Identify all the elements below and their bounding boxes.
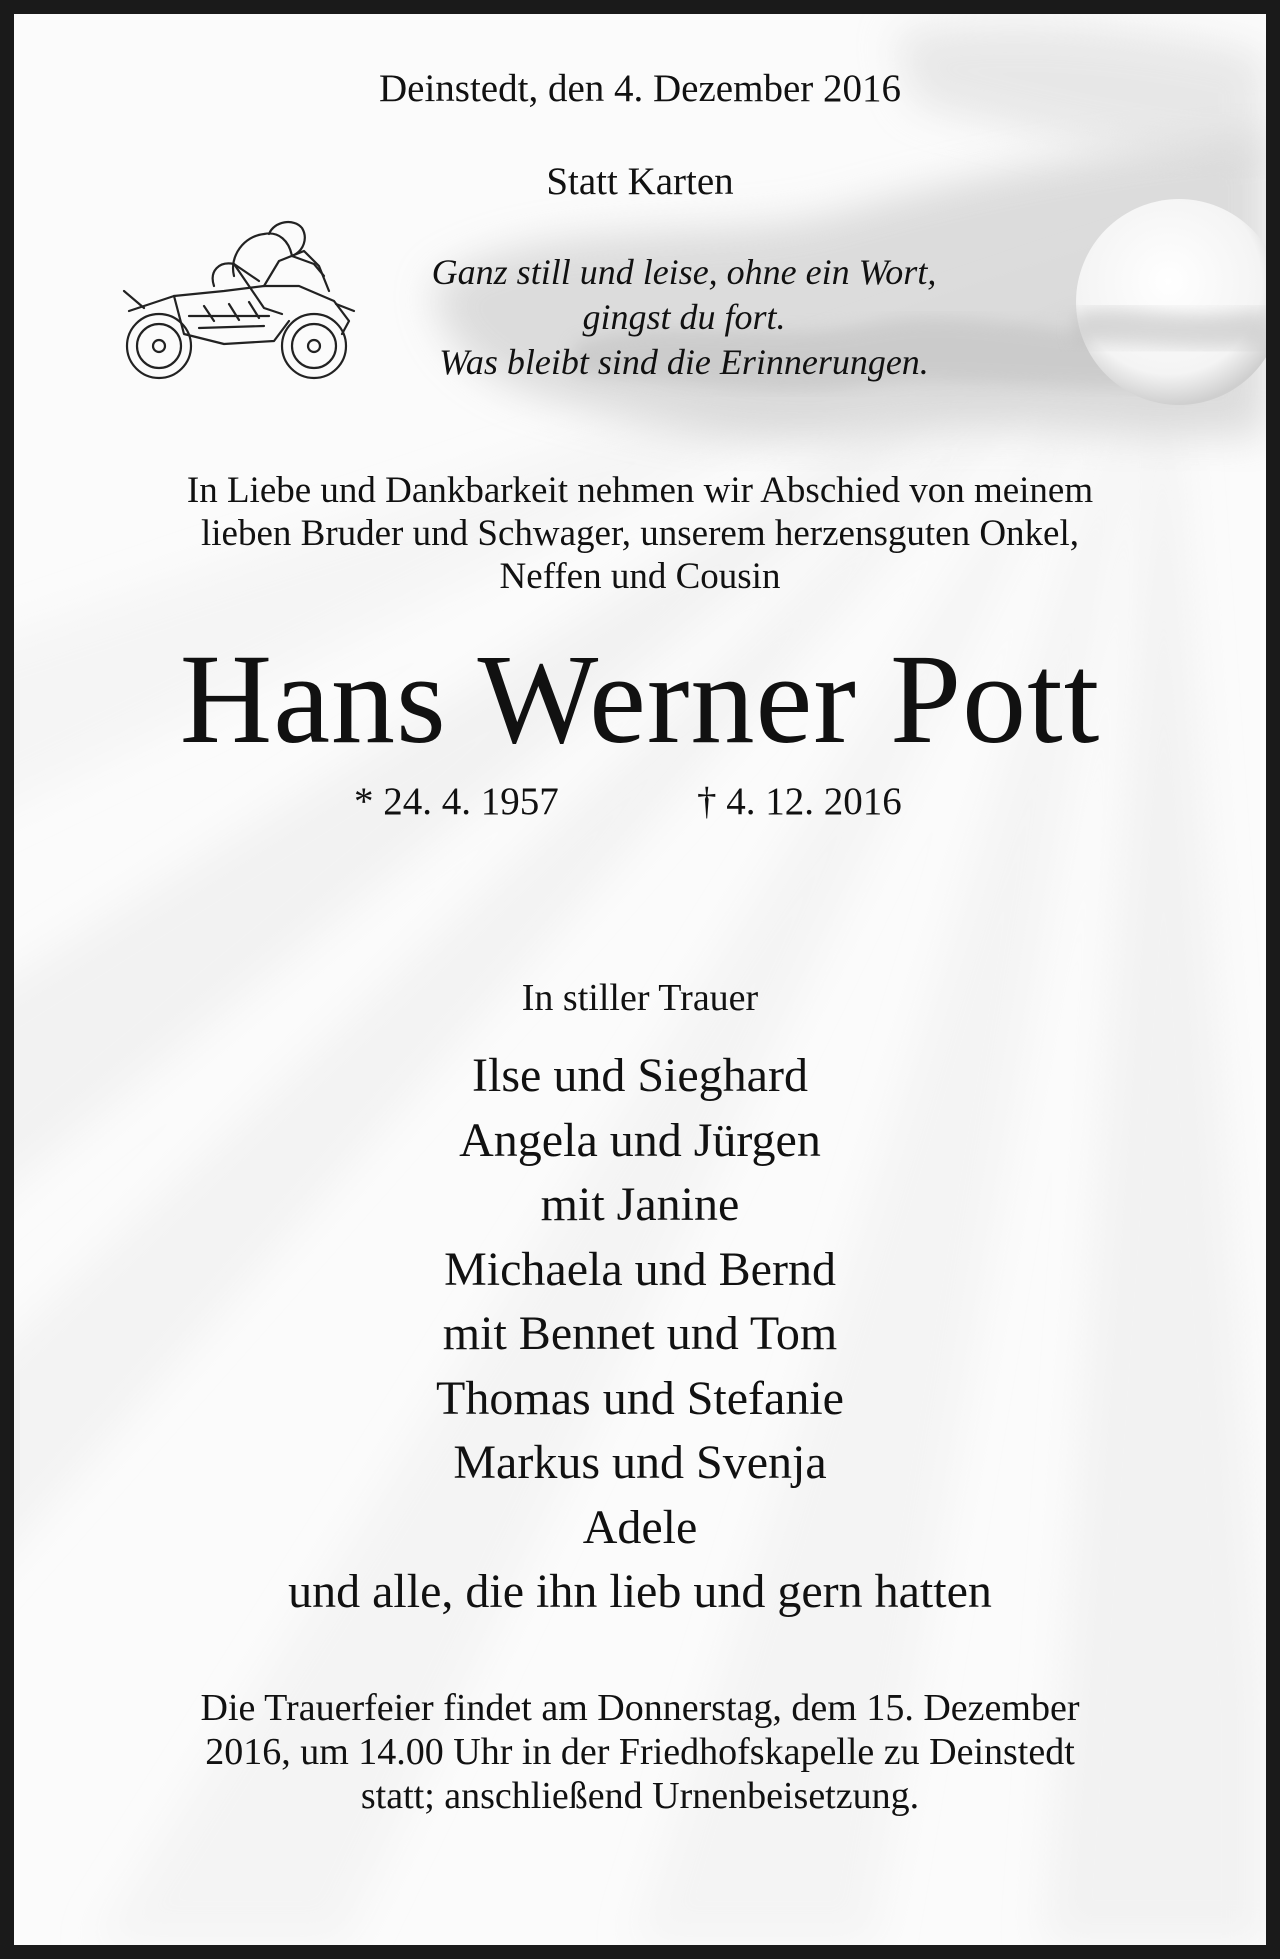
- mourner-line: Adele: [582, 1500, 698, 1554]
- mourner-line: mit Bennet und Tom: [442, 1307, 838, 1360]
- service-line: statt; anschließend Urnenbeisetzung.: [360, 1775, 920, 1817]
- mourner-line: Angela und Jürgen: [459, 1113, 821, 1167]
- farewell-intro: [54, 469, 1226, 598]
- mourner-line: Markus und Svenja: [453, 1436, 827, 1489]
- mourner-line: Ilse und Sieghard: [472, 1049, 808, 1102]
- poem-line: gingst du fort.: [582, 297, 786, 337]
- mourner-line: und alle, die ihn lieb und gern hatten: [288, 1565, 992, 1618]
- mourner-line: mit Janine: [540, 1178, 740, 1231]
- birth-date: * 24. 4. 1957: [354, 780, 559, 823]
- death-date: † 4. 12. 2016: [697, 780, 902, 823]
- mourning-label: In stiller Trauer: [521, 977, 759, 1019]
- poem-line: Was bleibt sind die Erinnerungen.: [439, 342, 929, 382]
- intro-line: In Liebe und Dankbarkeit nehmen wir Abschied von meinem: [186, 470, 1094, 511]
- service-line: 2016, um 14.00 Uhr in der Friedhofskapelle zu Deinstedt: [205, 1731, 1075, 1773]
- deceased-name: Hans Werner Pott: [179, 628, 1101, 770]
- intro-line: lieben Bruder und Schwager, unserem herzensguten Onkel,: [200, 513, 1079, 554]
- funeral-service-info: [54, 1686, 1226, 1818]
- mourner-line: Thomas und Stefanie: [436, 1371, 844, 1425]
- statt-karten-label: Statt Karten: [546, 160, 734, 203]
- life-dates: [14, 779, 1266, 829]
- mourner-line: Michaela und Bernd: [444, 1242, 836, 1296]
- obituary-notice: [14, 14, 1266, 1945]
- service-line: Die Trauerfeier findet am Donnerstag, dem 15. Dezember: [200, 1687, 1080, 1729]
- poem-line: Ganz still und leise, ohne ein Wort,: [431, 252, 937, 292]
- poem: [344, 250, 1024, 385]
- mourners-list: [14, 1044, 1266, 1625]
- intro-line: Neffen und Cousin: [499, 556, 781, 597]
- place-and-date: Deinstedt, den 4. Dezember 2016: [378, 67, 901, 110]
